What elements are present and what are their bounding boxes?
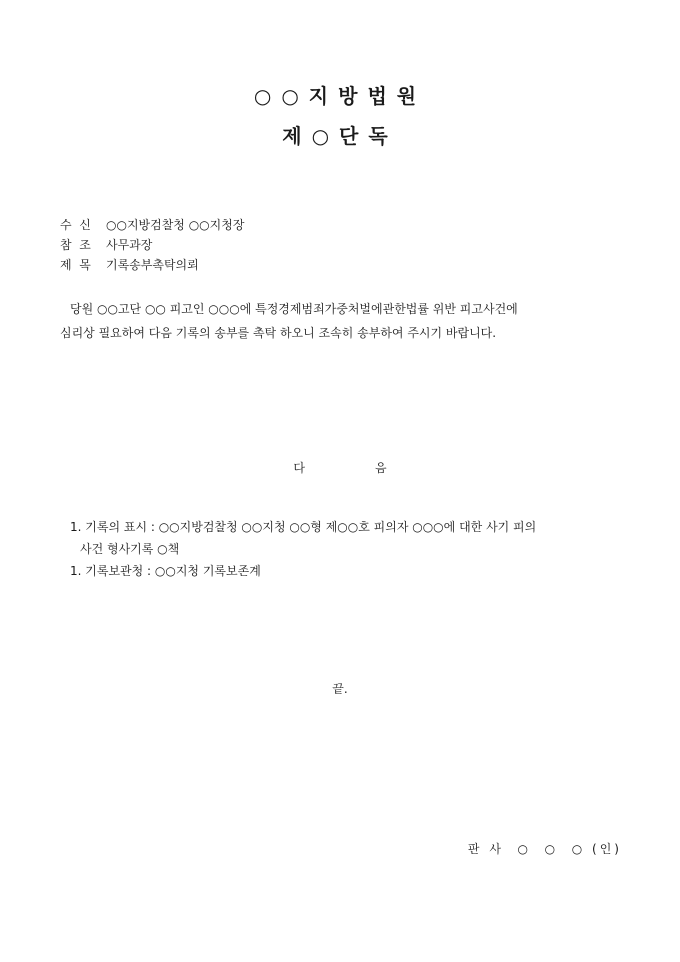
meta-reference xyxy=(60,236,244,256)
meta-value: ○○지방검찰청 ○○지청장 xyxy=(106,218,245,232)
body-paragraph xyxy=(60,297,640,345)
list-item: 1. 기록보관청 : ○○지청 기록보존계 xyxy=(70,564,261,578)
meta-value: 사무과장 xyxy=(106,238,153,252)
court-title: ○○지방법원 xyxy=(253,84,427,108)
meta-label: 참 조 xyxy=(60,238,91,252)
list-item: 1. 기록의 표시 : ○○지방검찰청 ○○지청 ○○형 제○○호 피의자 ○○○에 대한 사기 피의 xyxy=(70,520,537,534)
meta-block xyxy=(60,216,244,276)
signature: 판 사 ○ ○ ○ (인) xyxy=(467,842,622,856)
meta-recipient xyxy=(60,216,244,236)
meta-subject xyxy=(60,256,244,276)
end-mark: 끝. xyxy=(332,682,348,696)
body-line: 당원 ○○고단 ○○ 피고인 ○○○에 특정경제범죄가중처벌에관한법률 위반 피고사건에 xyxy=(70,302,518,316)
list-item-continuation: 사건 형사기록 ○책 xyxy=(80,542,180,556)
meta-value: 기록송부촉탁의뢰 xyxy=(106,258,199,272)
heading-left: 다 xyxy=(293,461,305,475)
meta-label: 수 신 xyxy=(60,218,91,232)
doc-number: 제○단독 xyxy=(282,124,398,148)
heading-right: 음 xyxy=(375,461,387,475)
body-line: 심리상 필요하여 다음 기록의 송부를 촉탁 하오니 조속히 송부하여 주시기 바랍니다. xyxy=(60,326,497,340)
section-heading xyxy=(0,459,680,476)
meta-label: 제 목 xyxy=(60,258,91,272)
record-list xyxy=(70,516,630,582)
